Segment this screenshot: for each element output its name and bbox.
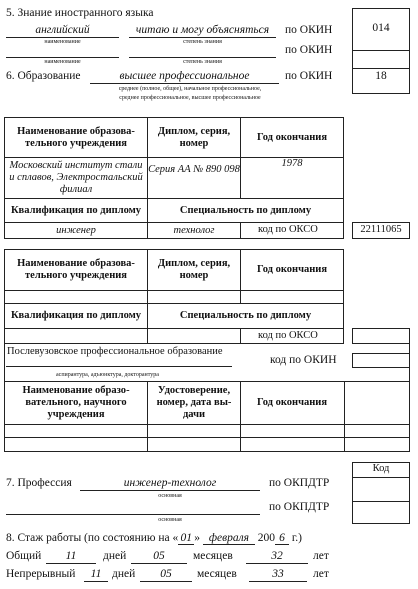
language-name-field-2[interactable] bbox=[6, 57, 119, 58]
okso-code-box[interactable] bbox=[352, 328, 410, 344]
sub-caption: наименование bbox=[44, 39, 81, 45]
okpdtr-label: по ОКПДТР bbox=[269, 501, 330, 513]
col-header-institution: Наименование образовательного, научного учреждения bbox=[22, 385, 130, 420]
col-header-diploma: Диплом, серия, номер bbox=[157, 258, 231, 281]
col-header-qualification: Квалификация по диплому bbox=[10, 310, 142, 322]
col-header-specialty: Специальность по диплому bbox=[179, 310, 312, 322]
date-month[interactable]: февраля bbox=[203, 532, 255, 545]
general-months-field[interactable]: 05 bbox=[131, 550, 187, 564]
profession-field-2[interactable] bbox=[6, 514, 260, 515]
year-suffix: г.) bbox=[291, 532, 302, 544]
s6-title: 6. Образование bbox=[6, 70, 81, 82]
year-cell[interactable]: 1978 bbox=[281, 158, 303, 170]
col-header-year: Год окончания bbox=[256, 397, 328, 409]
underline bbox=[80, 490, 260, 491]
year-prefix: 200 bbox=[257, 532, 275, 544]
language-level-field-2[interactable] bbox=[129, 57, 276, 58]
education-code[interactable]: 18 bbox=[375, 70, 387, 82]
col-header-diploma: Диплом, серия, номер bbox=[157, 125, 231, 149]
s7-title: 7. Профессия bbox=[6, 477, 72, 489]
table-rule bbox=[344, 381, 345, 452]
okin-label: код по ОКИН bbox=[270, 354, 337, 366]
col-header-year: Год окончания bbox=[256, 264, 328, 276]
okin-label: по ОКИН bbox=[285, 44, 333, 56]
okin-label: по ОКИН bbox=[285, 70, 333, 82]
specialty-cell[interactable]: технолог bbox=[173, 224, 215, 236]
continuous-years-field[interactable]: 33 bbox=[249, 568, 307, 582]
months-word: месяцев bbox=[197, 568, 237, 580]
date-year-digit[interactable]: 6 bbox=[275, 532, 289, 545]
table-rule bbox=[352, 477, 410, 478]
year-cell[interactable] bbox=[241, 291, 343, 303]
education-field[interactable]: высшее профессиональное bbox=[119, 70, 250, 82]
postgrad-okin-code-box[interactable] bbox=[352, 353, 410, 368]
col-header-certificate: Удостоверение, номер, дата выдачи bbox=[156, 385, 232, 420]
quote-close: » bbox=[194, 532, 200, 544]
okin-label: по ОКИН bbox=[285, 24, 333, 36]
general-years-field[interactable]: 32 bbox=[246, 550, 308, 564]
col-header-year: Год окончания bbox=[256, 131, 328, 143]
months-word: месяцев bbox=[193, 550, 233, 562]
qualification-cell[interactable] bbox=[6, 329, 146, 343]
underline bbox=[129, 37, 276, 38]
specialty-cell[interactable] bbox=[148, 329, 240, 343]
language-level-field[interactable]: читаю и могу объясняться bbox=[135, 24, 270, 36]
general-days-field[interactable]: 11 bbox=[46, 550, 96, 564]
postgrad-field[interactable] bbox=[6, 366, 232, 367]
sub-caption: степень знания bbox=[183, 39, 222, 45]
okso-code[interactable]: 22111065 bbox=[360, 224, 402, 235]
institution-cell[interactable]: Московский институт стали и сплавов, Электростальский филиал bbox=[9, 160, 143, 195]
col-header-qualification: Квалификация по диплому bbox=[10, 204, 142, 216]
education-note: среднее профессиональное, высшее профессиональное bbox=[119, 95, 261, 101]
general-label: Общий bbox=[6, 550, 42, 562]
days-word: дней bbox=[112, 568, 136, 580]
okso-label: код по ОКСО bbox=[258, 330, 318, 341]
diploma-cell[interactable] bbox=[148, 291, 240, 303]
diploma-cell[interactable]: Серия АА № 890 098 bbox=[148, 164, 240, 176]
sub-caption: степень знания bbox=[183, 59, 222, 65]
education-note: среднее (полное, общее), начальное профессиональное, bbox=[118, 86, 262, 92]
sub-caption: наименование bbox=[44, 59, 81, 65]
years-word: лет bbox=[313, 550, 329, 562]
postgrad-note: аспирантура, адъюнктура, докторантура bbox=[56, 372, 159, 378]
s8-title-text: 8. Стаж работы (по состоянию на « bbox=[6, 532, 179, 544]
underline bbox=[90, 83, 279, 84]
s8-title bbox=[6, 532, 302, 545]
table-rule bbox=[240, 328, 241, 344]
continuous-label: Непрерывный bbox=[6, 568, 76, 580]
col-header-institution: Наименование образовательного учреждения bbox=[17, 125, 135, 149]
col-header-institution: Наименование образовательного учреждения bbox=[17, 258, 135, 281]
date-day[interactable]: 01 bbox=[178, 532, 194, 545]
postgrad-row[interactable] bbox=[6, 425, 146, 437]
okso-label: код по ОКСО bbox=[258, 224, 318, 235]
col-header-specialty: Специальность по диплому bbox=[179, 204, 312, 216]
postgrad-row[interactable] bbox=[6, 438, 146, 451]
table-rule bbox=[352, 501, 410, 502]
lang-code-1[interactable]: 014 bbox=[372, 22, 390, 34]
table-rule bbox=[240, 222, 241, 239]
years-word: лет bbox=[313, 568, 329, 580]
code-box-divider bbox=[352, 50, 410, 51]
code-box-divider bbox=[352, 68, 410, 69]
sub-caption: основная bbox=[158, 517, 182, 523]
code-header: Код bbox=[372, 463, 390, 474]
qualification-cell[interactable]: инженер bbox=[56, 224, 96, 236]
language-name-field[interactable]: английский bbox=[35, 24, 90, 36]
underline bbox=[6, 37, 119, 38]
sub-caption: основная bbox=[158, 493, 182, 499]
okpdtr-label: по ОКПДТР bbox=[269, 477, 330, 489]
s5-title: 5. Знание иностранного языка bbox=[6, 7, 154, 19]
continuous-months-field[interactable]: 05 bbox=[140, 568, 192, 582]
days-word: дней bbox=[103, 550, 127, 562]
institution-cell[interactable] bbox=[6, 291, 146, 303]
continuous-days-field[interactable]: 11 bbox=[84, 568, 108, 582]
profession-field[interactable]: инженер-технолог bbox=[123, 477, 217, 489]
postgrad-title: Послевузовское профессиональное образование bbox=[7, 346, 223, 357]
